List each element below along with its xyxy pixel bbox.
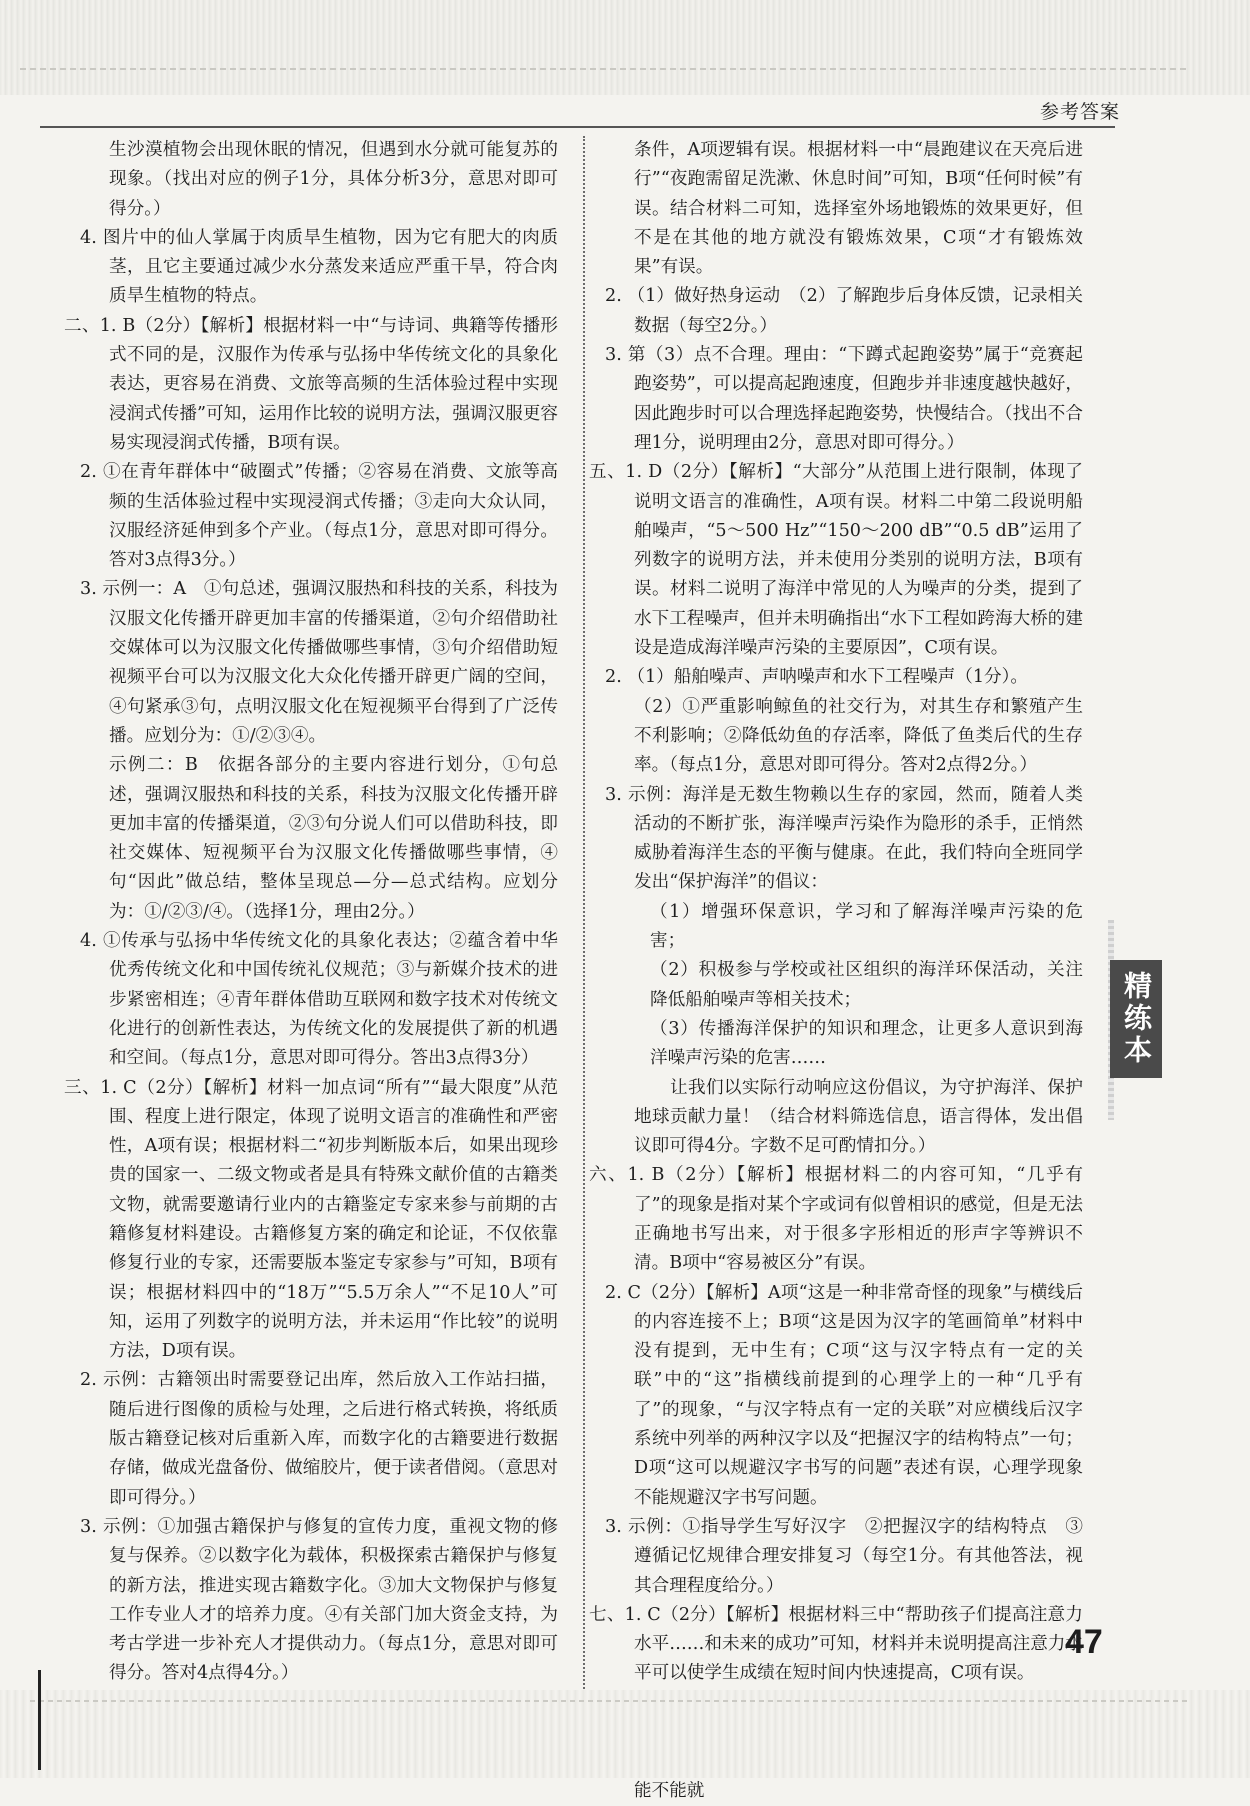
answer-paragraph: 4. 图片中的仙人掌属于肉质旱生植物，因为它有肥大的肉质茎，且它主要通过减少水分蒸发来适应严重干旱，符合肉质旱生植物的特点。 [80, 227, 558, 307]
section-answer: 三、1. C（2分）【解析】材料一加点词“所有”“最大限度”从范围、程度上进行限定，体现了说明文语言的准确性和严密性，A项有误；根据材料二“初步判断版本后，如果出现珍贵的国家一、二级文物或者是具有特殊文献价值的古籍类文物，就需要邀请行业内的古籍鉴定专家来参与前期的古籍修复材料建设。古籍修复方案的确定和论证，不仅依靠修复行业的专家，还需要版本鉴定专家参与”可知，B项有误；根据材料四中的“18万”“5.5万余人”“不足10人”可知，运用了列数字的说明方法，并未运用“作比较”的说明方法，D项有误。 [64, 1077, 558, 1362]
answer-paragraph: 2. C（2分）【解析】A项“这是一种非常奇怪的现象”与横线后的内容连接不上；B项“这是因为汉字的笔画简单”材料中没有提到，无中生有；C项“这与汉字特点有一定的关联”中的“这”指横线前提到的心理学上的一种“几乎有了”的现象，“与汉字特点有一定的关联”对应横线后汉字系统中列举的两种汉字以及“把握汉字的结构特点”一句；D项“这可以规避汉字书写的问题”表述有误，心理学现象不能规避汉字书写问题。 [605, 1282, 1083, 1508]
answer-paragraph: 3. 示例：①指导学生写好汉字 ②把握汉字的结构特点 ③遵循记忆规律合理安排复习（每空1分。有其他答法，视其合理程度给分。） [605, 1516, 1083, 1596]
answer-paragraph: 2. 示例：古籍领出时需要登记出库，然后放入工作站扫描，随后进行图像的质检与处理，之后进行格式转换，将纸质版古籍登记核对后重新入库，而数字化的古籍要进行数据存储，做成光盘备份、做缩胶片，便于读者借阅。（意思对即可得分。） [80, 1370, 558, 1508]
section-answer: 七、1. C（2分）【解析】根据材料三中“帮助孩子们提高注意力水平……和未来的成功”可知，材料并未说明提高注意力水平可以使学生成绩在短时间内快速提高，C项有误。 [589, 1604, 1083, 1684]
proposal-item: （1）增强环保意识，学习和了解海洋噪声污染的危害； [650, 901, 1083, 952]
answer-paragraph: 2. ①在青年群体中“破圈式”传播；②容易在消费、文旅等高频的生活体验过程中实现浸润式传播；③走向大众认同，汉服经济延伸到多个产业。（每点1分，意思对即可得分。答对3点得3分。） [80, 462, 558, 571]
section-answer: 五、1. D（2分）【解析】“大部分”从范围上进行限制，体现了说明文语言的准确性，A项有误。材料二中第二段说明船舶噪声，“5～500 Hz”“150～200 dB”“0.5 dB”运用了列数字的说明方法，并未使用分类别的说明方法，B项有误。材料二说明了海洋中常见的人为噪声的分类，提到了水下工程噪声，但并未明确指出“水下工程如跨海大桥的建设是造成海洋噪声污染的主要原因”，C项有误。 [589, 462, 1083, 659]
scan-bottom-band [0, 1690, 1250, 1778]
scan-left-edge [38, 1670, 41, 1770]
answer-paragraph: 生沙漠植物会出现休眠的情况，但遇到水分就可能复苏的现象。（找出对应的例子1分，具体分析3分，意思对即可得分。） [109, 140, 558, 219]
answer-paragraph: 条件，A项逻辑有误。根据材料一中“晨跑建议在天亮后进行”“夜跑需留足洗漱、休息时间”可知，B项“任何时候”有误。结合材料二可知，选择室外场地锻炼的效果更好，但不是在其他的地方就没有锻炼效果，C项“才有锻炼效果”有误。 [634, 140, 1083, 278]
answer-paragraph: 示例二：B 依据各部分的主要内容进行划分，①句总述，强调汉服热和科技的关系，科技为汉服文化传播开辟更加丰富的传播渠道，②③句分说人们可以借助科技，即社交媒体、短视频平台为汉服文化传播做哪些事情，④句“因此”做总结，整体呈现总—分—总式结构。应划分为：①/②③/④。（选择1分，理由2分。） [109, 755, 558, 922]
section-answer: 二、1. B（2分）【解析】根据材料一中“与诗词、典籍等传播形式不同的是，汉服作为传承与弘扬中华传统文化的具象化表达，更容易在消费、文旅等高频的生活体验过程中实现浸润式传播”可知，运用作比较的说明方法，强调汉服更容易实现浸润式传播，B项有误。 [64, 315, 558, 453]
proposal-item: （2）积极参与学校或社区组织的海洋环保活动，关注降低船舶噪声等相关技术； [650, 960, 1083, 1010]
answer-paragraph: 2. （1）船舶噪声、声呐噪声和水下工程噪声（1分）。 [605, 667, 1029, 688]
scan-top-band [0, 0, 1250, 95]
answer-paragraph: 4. ①传承与弘扬中华传统文化的具象化表达；②蕴含着中华优秀传统文化和中国传统礼仪规范；③与新媒介技术的进步紧密相连；④青年群体借助互联网和数字技术对传统文化进行的创新性表达，为传统文化的发展提供了新的机遇和空间。（每点1分，意思对即可得分。答出3点得3分） [80, 931, 558, 1069]
left-column [64, 136, 558, 1777]
answer-paragraph: （2）①严重影响鲸鱼的社交行为，对其生存和繁殖产生不利影响；②降低幼鱼的存活率，降低了鱼类后代的生存率。（每点1分，意思对即可得分。答对2点得2分。） [634, 696, 1083, 776]
answer-paragraph: 让我们以实际行动响应这份倡议，为守护海洋、保护地球贡献力量！（结合材料筛选信息，语言得体，发出倡议即可得4分。字数不足可酌情扣分。） [634, 1077, 1083, 1157]
page-header-title: 参考答案 [1040, 101, 1121, 123]
page-number: 47 [1065, 1623, 1103, 1661]
section-answer: 六、1. B（2分）【解析】根据材料二的内容可知，“几乎有了”的现象是指对某个字或词有似曾相识的感觉，但是无法正确地书写出来，对于很多字形相近的形声字等辨识不清。B项中“容易被区分”有误。 [589, 1165, 1083, 1274]
answer-paragraph: 3. 示例：海洋是无数生物赖以生存的家园，然而，随着人类活动的不断扩张，海洋噪声污染作为隐形的杀手，正悄然威胁着海洋生态的平衡与健康。在此，我们特向全班同学发出“保护海洋”的倡议： [605, 784, 1083, 893]
right-column [589, 136, 1083, 1806]
answer-paragraph: 3. 第（3）点不合理。理由：“下蹲式起跑姿势”属于“竞赛起跑姿势”，可以提高起跑速度，但跑步并非速度越快越好，因此跑步时可以合理选择起跑姿势，快慢结合。（找出不合理1分，说明理由2分，意思对即可得分。） [605, 345, 1083, 453]
side-tab-label: 精练本 [1110, 960, 1162, 1078]
answer-paragraph: 3. 示例：①加强古籍保护与修复的宣传力度，重视文物的修复与保养。②以数字化为载体，积极探索古籍保护与修复的新方法，推进实现古籍数字化。③加大文物保护与修复工作专业人才的培养力度。④有关部门加大资金支持，为考古学进一步补充人才提供动力。（每点1分，意思对即可得分。答对4点得4分。） [80, 1516, 558, 1684]
answer-paragraph: 2. （1）做好热身运动 （2）了解跑步后身体反馈，记录相关数据（每空2分。） [605, 286, 1083, 336]
answer-paragraph: 3. 示例一：A ①句总述，强调汉服热和科技的关系，科技为汉服文化传播开辟更加丰富的传播渠道，②句介绍借助社交媒体可以为汉服文化传播做哪些事情，③句介绍借助短视频平台可以为汉服文化大众化传播开辟更广阔的空间，④句紧承③句，点明汉服文化在短视频平台得到了广泛传播。应划分为：①/②③④。 [80, 579, 558, 746]
answer-paragraph: 能不能就 [634, 1780, 705, 1801]
column-divider [583, 136, 585, 1696]
proposal-item: （3）传播海洋保护的知识和理念，让更多人意识到海洋噪声污染的危害…… [650, 1018, 1083, 1069]
header-rule [40, 126, 1115, 128]
